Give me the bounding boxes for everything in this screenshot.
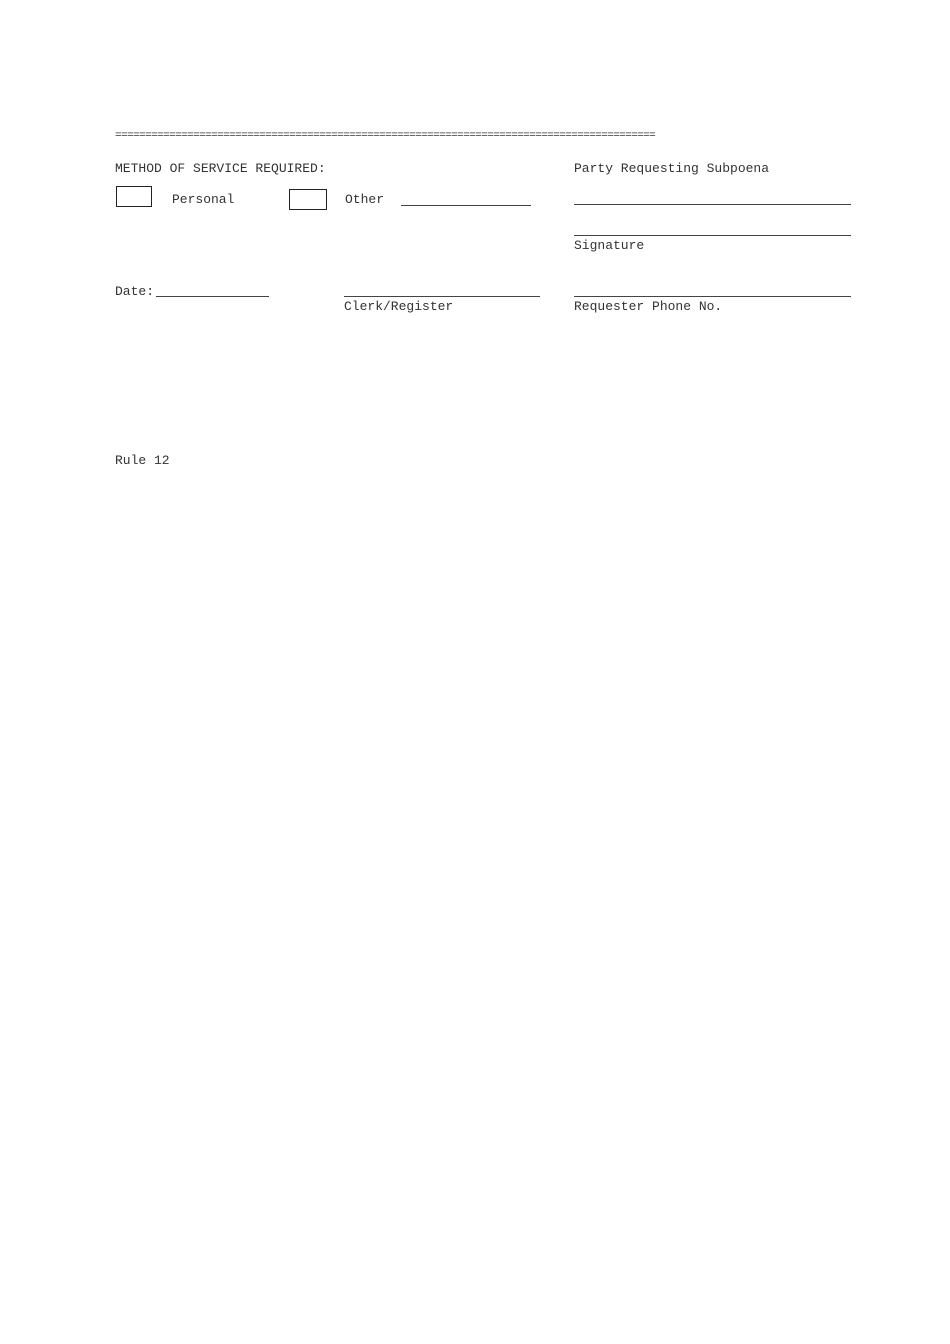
- date-label: Date:: [115, 284, 155, 299]
- clerk-signature-line[interactable]: [344, 282, 540, 297]
- separator-line: ==========================================================================================: [115, 130, 656, 142]
- date-input-line[interactable]: [156, 282, 269, 297]
- other-input-line[interactable]: [401, 191, 531, 206]
- requester-phone-input-line[interactable]: [574, 282, 851, 297]
- personal-label: Personal: [172, 192, 235, 207]
- party-requesting-label: Party Requesting Subpoena: [574, 161, 770, 176]
- personal-checkbox[interactable]: [116, 186, 152, 207]
- party-requesting-input-line[interactable]: [574, 190, 851, 205]
- requester-phone-label: Requester Phone No.: [574, 299, 723, 314]
- clerk-register-label: Clerk/Register: [344, 299, 454, 314]
- signature-label: Signature: [574, 238, 645, 253]
- other-label: Other: [345, 192, 385, 207]
- signature-input-line[interactable]: [574, 221, 851, 236]
- other-checkbox[interactable]: [289, 189, 327, 210]
- method-of-service-heading: METHOD OF SERVICE REQUIRED:: [115, 161, 326, 176]
- rule-reference: Rule 12: [115, 453, 170, 468]
